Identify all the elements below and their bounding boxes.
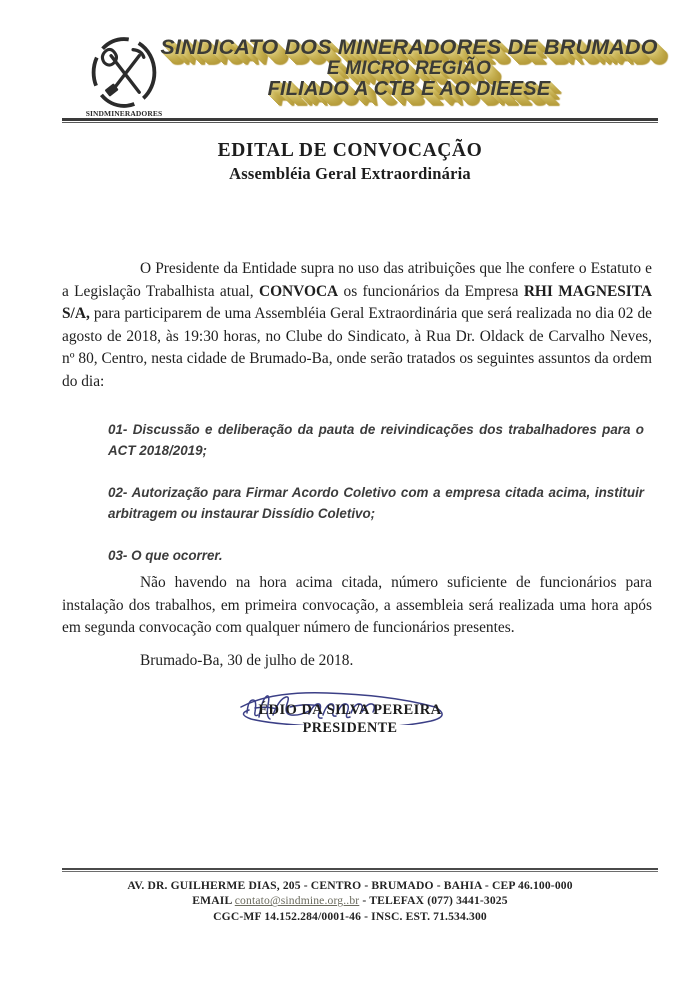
signatory-name: ÉDIO DA SILVA PEREIRA — [258, 702, 442, 718]
letterhead-banner — [160, 36, 658, 101]
agenda-item: 01- Discussão e deliberação da pauta de reivindicações dos trabalhadores para o ACT 2018/2019; — [108, 422, 644, 458]
header-divider — [62, 118, 658, 124]
closing-paragraph: Não havendo na hora acima citada, número suficiente de funcionários para instalação dos trabalhos, em primeira convocação, a assembleia será realizada uma hora após em segunda convocação com qualquer número de funcionários presentes. — [62, 574, 652, 637]
intro-text-part1: O Presidente da Entidade supra no uso das atribuições que lhe confere o Estatuto e a Legislação Trabalhista atual, — [62, 260, 652, 300]
agenda-item: 02- Autorização para Firmar Acordo Coletivo com a empresa citada acima, instituir arbitragem ou instaurar Dissídio Coletivo; — [108, 485, 644, 521]
banner-line-2: E MICRO REGIÃO — [326, 58, 492, 79]
footer-email-link[interactable]: contato@sindmine.org..br — [234, 894, 360, 908]
footer-divider — [62, 868, 658, 873]
closing-block — [62, 572, 652, 640]
banner-line-3: FILIADO A CTB E AO DIEESE — [267, 78, 551, 101]
footer-registration: CGC-MF 14.152.284/0001-46 - INSC. EST. 71.534.300 — [213, 909, 487, 923]
miner-shovel-hammer-emblem — [86, 36, 162, 112]
agenda-item: 03- O que ocorrer. — [108, 548, 223, 563]
document-title-block — [0, 140, 700, 184]
agenda-list — [108, 420, 644, 567]
page-subtitle: Assembléia Geral Extraordinária — [229, 164, 471, 183]
body-intro-block — [62, 258, 652, 394]
footer-address: AV. DR. GUILHERME DIAS, 205 - CENTRO - BRUMADO - BAHIA - CEP 46.100-000 — [127, 879, 573, 892]
letterhead — [0, 0, 700, 118]
footer-telefax: - TELEFAX (077) 3441-3025 — [362, 894, 508, 908]
footer — [0, 878, 700, 924]
intro-company-name: RHI MAGNESITA S/A, — [62, 282, 652, 323]
footer-contact — [0, 893, 700, 908]
logo-caption: SINDMINERADORES — [85, 109, 163, 118]
intro-text-part3: para participarem de uma Assembléia Geral Extraordinária que será realizada no dia 02 de agosto de 2018, às 19:30 horas, no Clube do Sindicato, à Rua Dr. Oldack de Carvalho Neves, nº 80, Centro, nesta cidade de Brumado-Ba, onde serão tratados os seguintes assuntos da ordem do dia: — [62, 305, 652, 390]
dateline: Brumado-Ba, 30 de julho de 2018. — [140, 652, 354, 669]
signature-block — [0, 684, 700, 737]
intro-convoca-emphasis: CONVOCA — [258, 282, 339, 300]
intro-text-part2: os funcionários da Empresa — [338, 282, 524, 300]
page-title: EDITAL DE CONVOCAÇÃO — [217, 140, 483, 161]
intro-paragraph — [62, 258, 652, 394]
signatory-role: PRESIDENTE — [302, 720, 398, 736]
footer-email-label: EMAIL — [192, 894, 232, 908]
banner-line-1: SINDICATO DOS MINERADORES DE BRUMADO — [160, 35, 658, 59]
